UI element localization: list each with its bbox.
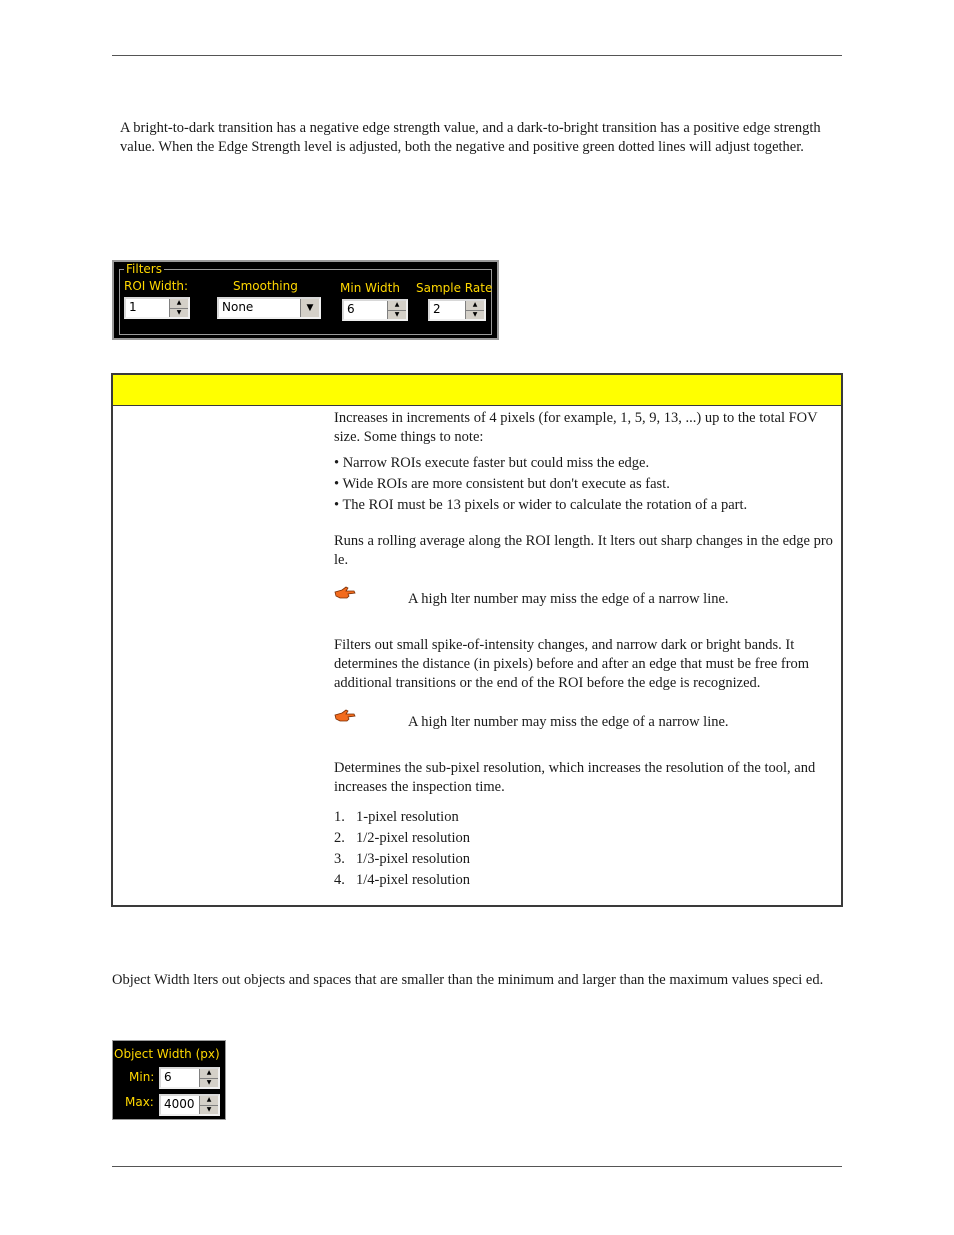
object-width-panel	[112, 1040, 226, 1120]
spin-down-icon[interactable]: ▼	[206, 1078, 212, 1086]
sample-rate-label: Sample Rate	[416, 281, 493, 295]
list-item: 3. 1/3-pixel resolution	[334, 851, 470, 867]
filter-settings-table	[111, 373, 843, 907]
smoothing-label: Smoothing	[233, 279, 298, 293]
min-width-spinner[interactable]	[342, 299, 408, 321]
roi-width-label: ROI Width:	[124, 279, 189, 293]
list-item: 4. 1/4-pixel resolution	[334, 872, 470, 888]
object-max-spinner[interactable]	[159, 1094, 220, 1116]
spin-up-icon[interactable]: ▲	[200, 1069, 218, 1079]
filters-panel	[112, 260, 499, 340]
list-item: 2. 1/2-pixel resolution	[334, 830, 470, 846]
min-width-label: Min Width	[340, 281, 400, 295]
roi-width-spinner[interactable]	[124, 297, 190, 319]
table-header-row	[113, 375, 841, 406]
spin-down-icon[interactable]: ▼	[394, 310, 400, 318]
list-item: 1. 1-pixel resolution	[334, 809, 459, 825]
list-item: • Narrow ROIs execute faster but could miss the edge.	[334, 455, 650, 471]
smoothing-note: A high lter number may miss the edge of a narrow line.	[408, 591, 729, 607]
list-item: • Wide ROIs are more consistent but don't execute as fast.	[334, 476, 670, 492]
header-rule	[112, 55, 842, 56]
object-width-title: Object Width (px)	[114, 1047, 220, 1061]
smoothing-dropdown[interactable]	[217, 297, 321, 319]
spin-up-icon[interactable]: ▲	[466, 301, 484, 311]
sample-rate-spinner[interactable]	[428, 299, 486, 321]
spin-down-icon[interactable]: ▼	[176, 308, 182, 316]
spin-up-icon[interactable]: ▲	[170, 299, 188, 309]
chevron-down-icon[interactable]: ▼	[300, 299, 319, 317]
smoothing-value: None	[222, 300, 254, 314]
spin-down-icon[interactable]: ▼	[206, 1105, 212, 1113]
spin-up-icon[interactable]: ▲	[200, 1096, 218, 1106]
pointing-hand-icon	[334, 708, 356, 724]
roi-width-description: Increases in increments of 4 pixels (for example, 1, 5, 9, 13, ...) up to the total FOV size. Some things to note:	[334, 410, 818, 445]
max-label: Max:	[125, 1095, 154, 1109]
spin-down-icon[interactable]: ▼	[472, 310, 478, 318]
roi-width-value: 1	[129, 300, 137, 314]
smoothing-description: Runs a rolling average along the ROI length. It lters out sharp changes in the edge pro le.	[334, 533, 833, 568]
footer-rule	[112, 1166, 842, 1167]
pointing-hand-icon	[334, 585, 356, 601]
object-min-value: 6	[164, 1070, 172, 1084]
intro-paragraph: A bright-to-dark transition has a negative edge strength value, and a dark-to-bright transition has a positive edge strength value. When the Edge Strength level is adjusted, both the negative and positive green dotted lines will adjust together.	[120, 120, 821, 155]
filters-group-title: Filters	[126, 262, 162, 276]
list-item: • The ROI must be 13 pixels or wider to calculate the rotation of a part.	[334, 497, 748, 513]
sample-rate-description: Determines the sub-pixel resolution, which increases the resolution of the tool, and increases the inspection time.	[334, 760, 816, 795]
object-width-paragraph: Object Width lters out objects and spaces that are smaller than the minimum and larger than the maximum values speci ed.	[112, 972, 824, 988]
spin-up-icon[interactable]: ▲	[388, 301, 406, 311]
min-width-value: 6	[347, 302, 355, 316]
min-label: Min:	[129, 1070, 155, 1084]
sample-rate-value: 2	[433, 302, 441, 316]
object-max-value: 4000	[164, 1097, 195, 1111]
object-min-spinner[interactable]	[159, 1067, 220, 1089]
min-width-description: Filters out small spike-of-intensity changes, and narrow dark or bright bands. It determines the distance (in pixels) before and after an edge that must be free from additional transitions or the end of the ROI before the edge is recognized.	[334, 637, 810, 691]
min-width-note: A high lter number may miss the edge of a narrow line.	[408, 714, 729, 730]
